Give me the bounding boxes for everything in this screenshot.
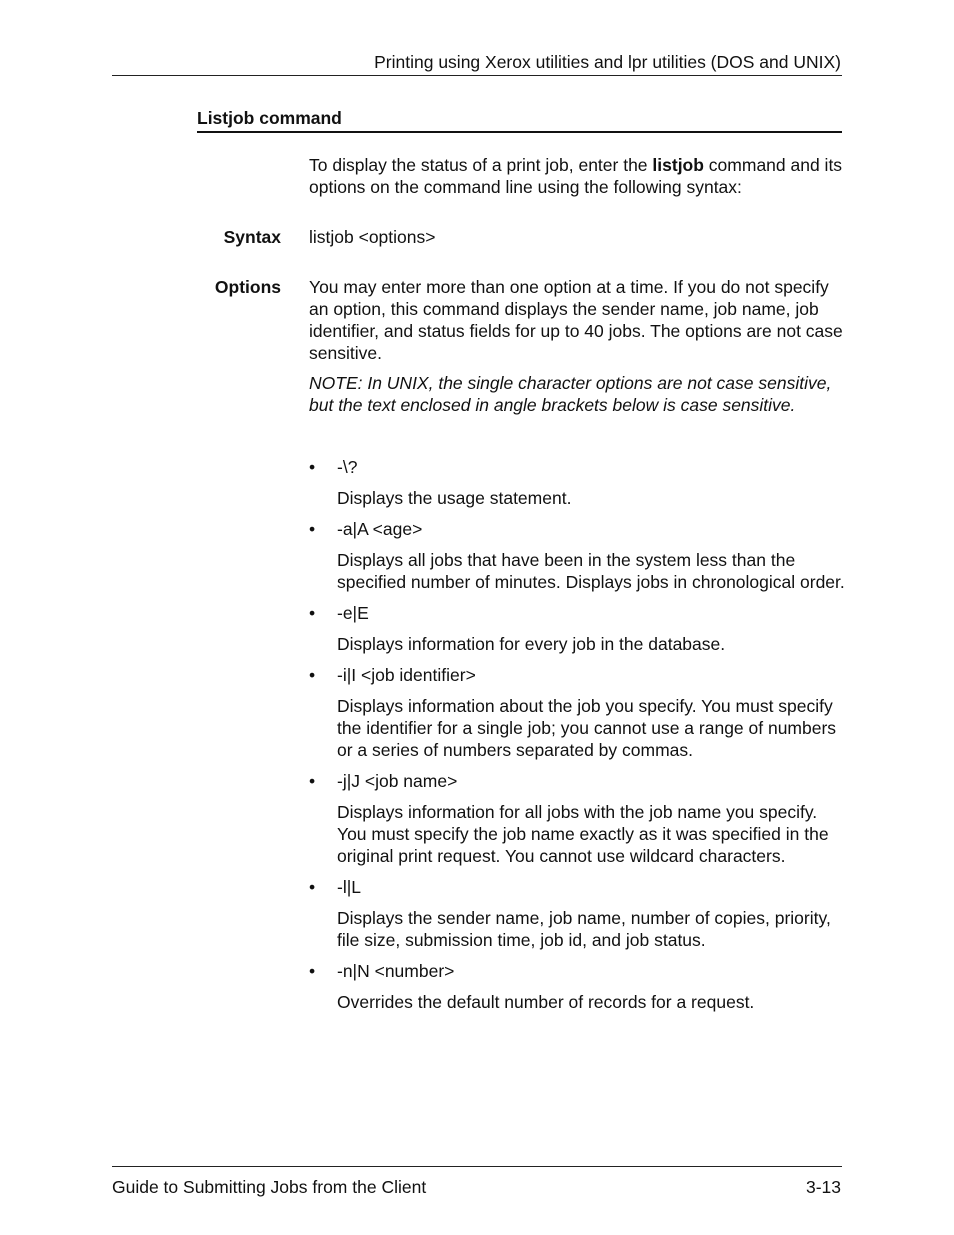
option-name: -e|E bbox=[337, 603, 369, 623]
bullet-icon: • bbox=[309, 771, 316, 791]
syntax-label: Syntax bbox=[223, 227, 281, 247]
intro-paragraph bbox=[309, 154, 849, 198]
options-description: You may enter more than one option at a time. If you do not specify an option, this command displays the sender name, job name, job identifier, and status fields for up to 40 jobs. The options are not case sensitive. bbox=[309, 277, 843, 363]
option-item bbox=[309, 602, 849, 655]
option-item bbox=[309, 770, 849, 867]
option-description: Displays information about the job you specify. You must specify the identifier for a single job; you cannot use a range of numbers or a series of numbers separated by commas. bbox=[337, 696, 837, 760]
option-description: Displays all jobs that have been in the system less than the specified number of minutes. Displays jobs in chronological order. bbox=[337, 550, 845, 592]
option-description: Displays the sender name, job name, number of copies, priority, file size, submission time, job id, and job status. bbox=[337, 908, 831, 950]
syntax-text: listjob <options> bbox=[309, 227, 436, 247]
bullet-icon: • bbox=[309, 877, 316, 897]
option-name: -a|A <age> bbox=[337, 519, 423, 539]
footer-title: Guide to Submitting Jobs from the Client bbox=[112, 1177, 427, 1197]
bullet-icon: • bbox=[309, 961, 316, 981]
option-item bbox=[309, 456, 849, 509]
option-description: Displays information for every job in the database. bbox=[337, 634, 726, 654]
footer-divider bbox=[112, 1166, 842, 1167]
option-item bbox=[309, 960, 849, 1013]
page-number: 3-13 bbox=[805, 1177, 841, 1197]
option-description: Displays the usage statement. bbox=[337, 488, 572, 508]
option-name: -l|L bbox=[337, 877, 361, 897]
bullet-icon: • bbox=[309, 665, 316, 685]
options-label: Options bbox=[214, 277, 281, 297]
option-item bbox=[309, 518, 849, 593]
header-divider bbox=[112, 75, 842, 76]
option-name: -i|I <job identifier> bbox=[337, 665, 476, 685]
options-list bbox=[309, 456, 849, 1022]
section-divider bbox=[197, 131, 842, 133]
option-name: -n|N <number> bbox=[337, 961, 455, 981]
command-name: listjob bbox=[652, 155, 704, 175]
option-name: -\? bbox=[337, 457, 358, 477]
option-description: Displays information for all jobs with the job name you specify. You must specify the job name exactly as it was specified in the original print request. You cannot use wildcard characters. bbox=[337, 802, 829, 866]
intro-text-after: command and its options on the command line using the following syntax: bbox=[309, 155, 843, 197]
note-text: NOTE: In UNIX, the single character options are not case sensitive, but the text enclosed in angle brackets below is case sensitive. bbox=[309, 373, 832, 415]
running-header: Printing using Xerox utilities and lpr utilities (DOS and UNIX) bbox=[374, 52, 841, 72]
bullet-icon: • bbox=[309, 457, 316, 477]
intro-text-before: To display the status of a print job, enter the bbox=[309, 155, 653, 175]
option-name: -j|J <job name> bbox=[337, 771, 458, 791]
option-description: Overrides the default number of records for a request. bbox=[337, 992, 755, 1012]
bullet-icon: • bbox=[309, 519, 316, 539]
option-item bbox=[309, 664, 849, 761]
option-item bbox=[309, 876, 849, 951]
bullet-icon: • bbox=[309, 603, 316, 623]
section-title: Listjob command bbox=[197, 108, 342, 128]
